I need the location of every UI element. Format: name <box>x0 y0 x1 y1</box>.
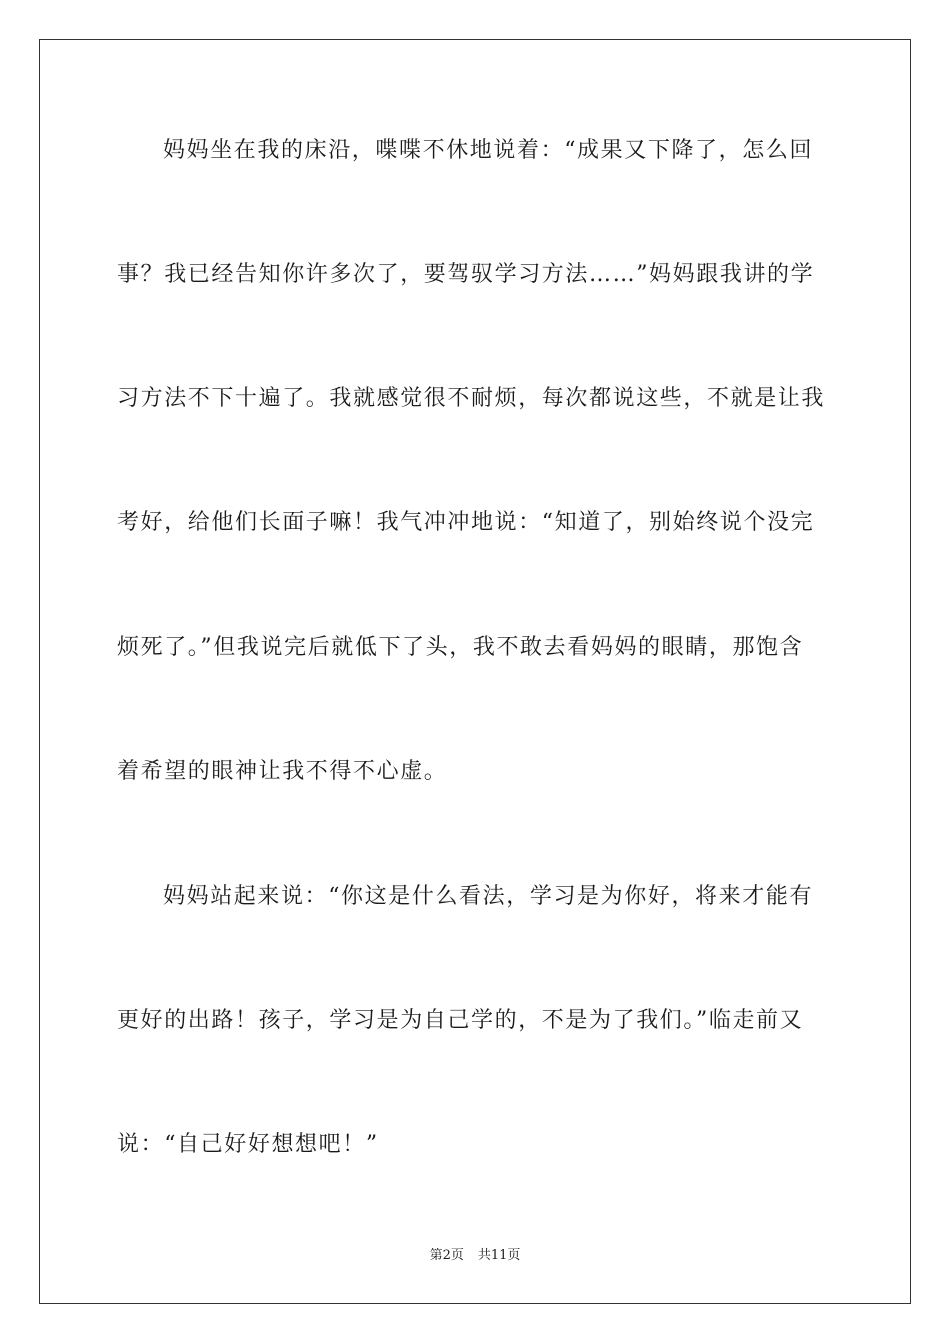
page-number: 第2页 <box>429 1248 464 1263</box>
page-border <box>39 39 911 1304</box>
paragraph-1-line-1: 妈妈坐在我的床沿，喋喋不休地说着：“成果又下降了，怎么回 <box>163 138 814 163</box>
paragraph-1-line-6: 着希望的眼神让我不得不心虚。 <box>117 759 448 784</box>
paragraph-1-line-5: 烦死了。”但我说完后就低下了头，我不敢去看妈妈的眼睛，那饱含 <box>117 635 804 660</box>
paragraph-2-line-1: 妈妈站起来说：“你这是什么看法，学习是为你好，将来才能有 <box>163 884 814 909</box>
page-footer <box>0 1247 950 1265</box>
paragraph-1-line-4: 考好，给他们长面子嘛！我气冲冲地说：“知道了，别始终说个没完 <box>117 510 815 535</box>
paragraph-1-line-3: 习方法不下十遍了。我就感觉很不耐烦，每次都说这些，不就是让我 <box>117 386 826 411</box>
page-total: 共11页 <box>477 1248 521 1263</box>
paragraph-2-line-3: 说：“自己好好想想吧！” <box>117 1132 379 1157</box>
paragraph-2-line-2: 更好的出路！孩子，学习是为自己学的，不是为了我们。”临走前又 <box>117 1008 804 1033</box>
paragraph-1-line-2: 事？我已经告知你许多次了，要驾驭学习方法……”妈妈跟我讲的学 <box>117 262 815 287</box>
